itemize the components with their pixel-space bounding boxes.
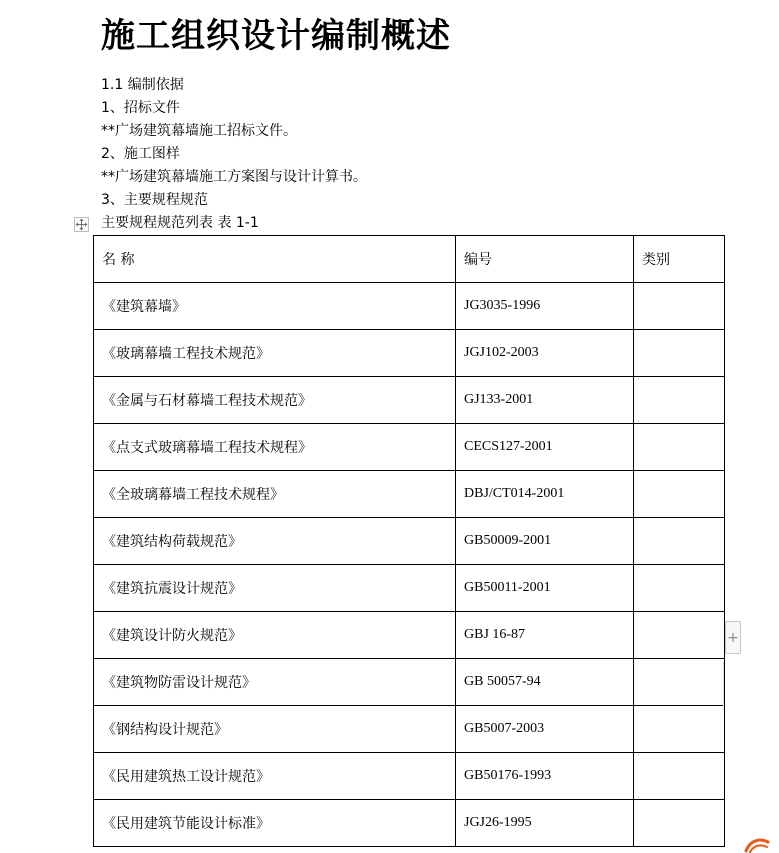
move-icon xyxy=(75,218,88,231)
cell-name[interactable]: 《全玻璃幕墙工程技术规程》 xyxy=(94,471,456,518)
cell-name[interactable]: 《建筑结构荷载规范》 xyxy=(94,518,456,565)
cell-code[interactable]: GJ133-2001 xyxy=(456,377,634,424)
cell-category[interactable] xyxy=(634,283,725,330)
table-row xyxy=(94,424,725,471)
cell-name[interactable]: 《民用建筑热工设计规范》 xyxy=(94,753,456,800)
paragraph-tender-docs-detail: **广场建筑幕墙施工招标文件。 xyxy=(101,123,297,139)
paragraph-regulations: 3、主要规程规范 xyxy=(101,192,208,208)
cell-name[interactable]: 《建筑物防雷设计规范》 xyxy=(94,659,456,706)
header-name[interactable]: 名 称 xyxy=(94,236,456,283)
cell-name[interactable]: 《民用建筑节能设计标准》 xyxy=(94,800,456,847)
cell-code[interactable]: CECS127-2001 xyxy=(456,424,634,471)
cell-category[interactable] xyxy=(634,753,725,800)
table-row xyxy=(94,659,725,706)
cell-category[interactable] xyxy=(634,471,725,518)
cell-code[interactable]: JGJ102-2003 xyxy=(456,330,634,377)
cell-name[interactable]: 《玻璃幕墙工程技术规范》 xyxy=(94,330,456,377)
table-row xyxy=(94,377,725,424)
table-row xyxy=(94,706,725,753)
paragraph-drawings: 2、施工图样 xyxy=(101,146,180,162)
cell-code[interactable]: GB50011-2001 xyxy=(456,565,634,612)
cell-name[interactable]: 《点支式玻璃幕墙工程技术规程》 xyxy=(94,424,456,471)
cell-name[interactable]: 《建筑设计防火规范》 xyxy=(94,612,456,659)
cell-category[interactable] xyxy=(634,518,725,565)
cell-code[interactable]: GB 50057-94 xyxy=(456,659,634,706)
table-row xyxy=(94,471,725,518)
paragraph-drawings-detail: **广场建筑幕墙施工方案图与设计计算书。 xyxy=(101,169,367,185)
cell-code[interactable]: GB50009-2001 xyxy=(456,518,634,565)
cell-category[interactable] xyxy=(634,565,725,612)
cell-category[interactable] xyxy=(634,377,725,424)
cell-name[interactable]: 《建筑抗震设计规范》 xyxy=(94,565,456,612)
cell-code[interactable]: GBJ 16-87 xyxy=(456,612,634,659)
header-category[interactable]: 类别 xyxy=(634,236,725,283)
cell-category[interactable] xyxy=(634,330,725,377)
cell-code[interactable]: JG3035-1996 xyxy=(456,283,634,330)
add-row-button[interactable]: + xyxy=(725,621,741,654)
paragraph-tender-docs: 1、招标文件 xyxy=(101,100,180,116)
regulations-table xyxy=(93,235,725,847)
table-header-row xyxy=(94,236,725,283)
cell-name[interactable]: 《钢结构设计规范》 xyxy=(94,706,456,753)
cell-code[interactable]: GB50176-1993 xyxy=(456,753,634,800)
table-row xyxy=(94,800,725,847)
document-title: 施工组织设计编制概述 xyxy=(101,16,451,56)
table-row xyxy=(94,330,725,377)
table-caption: 主要规程规范列表 表 1-1 xyxy=(101,215,259,231)
header-code[interactable]: 编号 xyxy=(456,236,634,283)
cell-category[interactable] xyxy=(634,659,725,706)
table-row xyxy=(94,753,725,800)
cell-category[interactable] xyxy=(634,800,725,847)
cell-code[interactable]: GB5007-2003 xyxy=(456,706,634,753)
table-edge-indicator xyxy=(723,662,724,710)
table-row xyxy=(94,612,725,659)
table-row xyxy=(94,283,725,330)
cell-category[interactable] xyxy=(634,706,725,753)
cell-code[interactable]: DBJ/CT014-2001 xyxy=(456,471,634,518)
cell-category[interactable] xyxy=(634,612,725,659)
cell-name[interactable]: 《建筑幕墙》 xyxy=(94,283,456,330)
paragraph-basis-heading: 1.1 编制依据 xyxy=(101,77,184,93)
cell-code[interactable]: JGJ26-1995 xyxy=(456,800,634,847)
table-move-handle[interactable] xyxy=(74,217,89,232)
cell-name[interactable]: 《金属与石材幕墙工程技术规范》 xyxy=(94,377,456,424)
table-row xyxy=(94,518,725,565)
brand-logo-icon xyxy=(742,836,770,853)
cell-category[interactable] xyxy=(634,424,725,471)
table-row xyxy=(94,565,725,612)
